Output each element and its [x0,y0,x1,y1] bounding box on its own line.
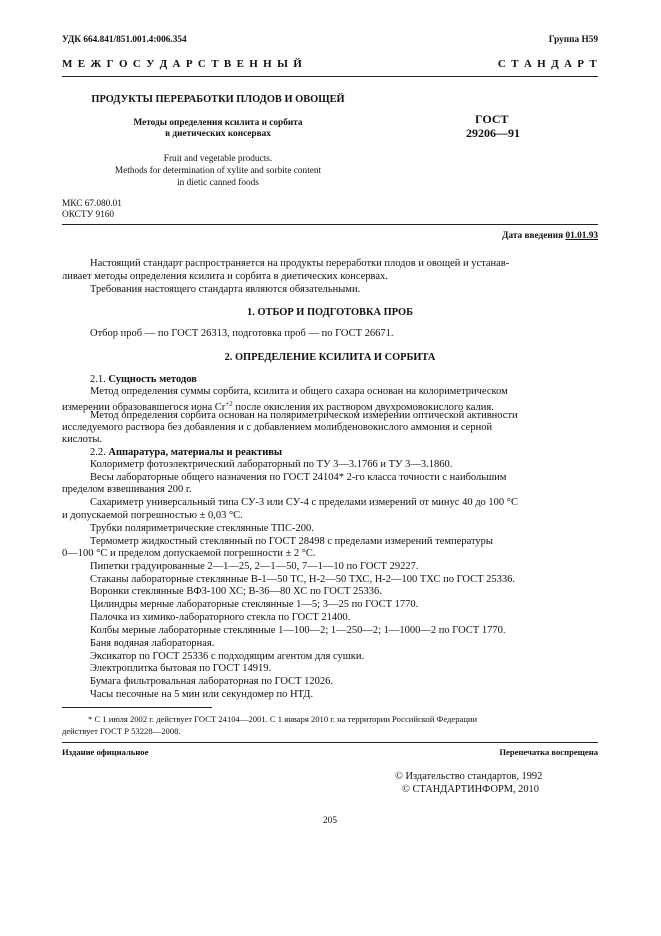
equipment-item: Колориметр фотоэлектрический лабораторный по ТУ 3—3.1766 и ТУ 3—3.1860. [90,459,453,470]
equipment-item: Трубки поляриметрические стеклянные ТПС-200. [90,523,314,534]
official-edition: Издание официальное [62,747,149,757]
equipment-item: Палочка из химико-лабораторного стекла по ГОСТ 21400. [90,612,351,623]
equipment-item: Пипетки градуированные 2—1—25, 2—1—50, 7—1—10 по ГОСТ 29227. [90,561,419,572]
equipment-item: Термометр жидкостный стеклянный по ГОСТ 28498 с пределами измерений температуры [90,536,493,547]
section-1-text: Отбор проб — по ГОСТ 26313, подготовка проб — по ГОСТ 26671. [90,328,394,339]
mks-code: МКС 67.080.01 [62,199,122,209]
equipment-item: Электроплитка бытовая по ГОСТ 14919. [90,663,272,674]
subsection-2-1-number: 2.1. [90,374,106,385]
document-title: ПРОДУКТЫ ПЕРЕРАБОТКИ ПЛОДОВ И ОВОЩЕЙ [91,94,345,105]
footnote-line-1: * С 1 июля 2002 г. действует ГОСТ 24104—2001. С 1 января 2010 г. на территории Российской Федерации [88,714,478,724]
subsection-2-1-title: Сущность методов [108,374,197,385]
okstu-code: ОКСТУ 9160 [62,210,115,220]
equipment-item-continued: и допускаемой погрешностью ± 0,03 °С. [62,510,243,521]
intro-p1-line1: Настоящий стандарт распространяется на продукты переработки плодов и овощей и устанав- [90,258,510,269]
subtitle-line-2: в диетических консервах [165,129,271,139]
subtitle-line-1: Методы определения ксилита и сорбита [133,118,303,128]
section-1-heading: 1. ОТБОР И ПОДГОТОВКА ПРОБ [247,307,413,318]
title-rule [62,224,598,225]
intro-p2: Требования настоящего стандарта являются обязательными. [90,284,361,295]
group-code: Группа Н59 [548,35,598,45]
subsection-2-2-title: Аппаратура, материалы и реактивы [108,447,283,458]
equipment-item: Бумага фильтровальная лабораторная по ГОСТ 12026. [90,676,334,687]
english-title-line-3: in dietic canned foods [177,178,259,188]
equipment-item: Баня водяная лабораторная. [90,638,215,649]
equipment-item: Эксикатор по ГОСТ 25336 с подходящим агентом для сушки. [90,651,365,662]
footer-rule [62,742,598,743]
banner-right: С Т А Н Д А Р Т [497,58,598,70]
subsection-2-2-number: 2.2. [90,447,106,458]
equipment-item: Стаканы лабораторные стеклянные В-1—50 ТС, Н-2—50 ТХС, Н-2—100 ТХС по ГОСТ 25336. [90,574,516,585]
intro-date-value: 01.01.93 [565,231,598,241]
s21-p2-line2: исследуемого раствора без добавления и с добавлением молибденовокислого аммония и серной [62,422,493,433]
equipment-item: Сахариметр универсальный типа СУ-3 или СУ-4 с пределами измерений от минус 40 до 100 °С [90,497,518,508]
s21-p1-line1: Метод определения суммы сорбита, ксилита и общего сахара основан на колориметрическом [90,386,508,397]
s21-p1-line2-start: измерении образовавшегося иона Cr [62,402,226,413]
s21-p2-line3: кислоты. [62,434,103,445]
equipment-item-continued: пределом взвешивания 200 г. [62,484,192,495]
copyright-2: © СТАНДАРТИНФОРМ, 2010 [402,784,539,795]
subsection-2-2-heading [62,447,598,460]
reprint-prohibited: Перепечатка воспрещена [499,747,598,757]
intro-date [380,230,598,242]
page-number: 205 [323,816,337,826]
equipment-item-continued: 0—100 °С и пределом допускаемой погрешности ± 2 °С. [62,548,316,559]
english-title-line-1: Fruit and vegetable products. [163,154,273,164]
copyright-1: © Издательство стандартов, 1992 [395,771,543,782]
equipment-item: Часы песочные на 5 мин или секундомер по НТД. [90,689,314,700]
gost-number: 29206—91 [466,126,520,140]
s21-p1-superscript: +2 [225,400,233,408]
s21-p2-line1: Метод определения сорбита основан на поляриметрическом измерении оптической активности [90,410,518,421]
subsection-2-1-heading [62,374,598,387]
equipment-item: Колбы мерные лабораторные стеклянные 1—100—2; 1—250—2; 1—1000—2 по ГОСТ 1770. [90,625,506,636]
banner-left: М Е Ж Г О С У Д А Р С Т В Е Н Н Ы Й [62,58,304,70]
equipment-item: Воронки стеклянные ВФЗ-100 ХС; В-36—80 ХС по ГОСТ 25336. [90,586,382,597]
equipment-item: Весы лабораторные общего назначения по ГОСТ 24104* 2-го класса точности с наибольшим [90,472,507,483]
footnote-line-2: действует ГОСТ Р 53228—2008. [62,726,181,736]
gost-label: ГОСТ [475,112,509,126]
header-rule [62,76,598,77]
intro-p1-line2: ливает методы определения ксилита и сорбита в диетических консервах. [62,271,388,282]
english-title-line-2: Methods for determination of xylite and sorbite content [114,166,322,176]
s21-p1-line2-end: после окисления их раствором двухромовокислого калия. [232,402,494,413]
equipment-item: Цилиндры мерные лабораторные стеклянные 1—5; 3—25 по ГОСТ 1770. [90,599,419,610]
footnote-rule [62,707,212,708]
intro-date-label: Дата введения [502,231,564,241]
section-2-heading: 2. ОПРЕДЕЛЕНИЕ КСИЛИТА И СОРБИТА [224,352,436,363]
udk-code: УДК 664.841/851.001.4:006.354 [62,35,187,45]
